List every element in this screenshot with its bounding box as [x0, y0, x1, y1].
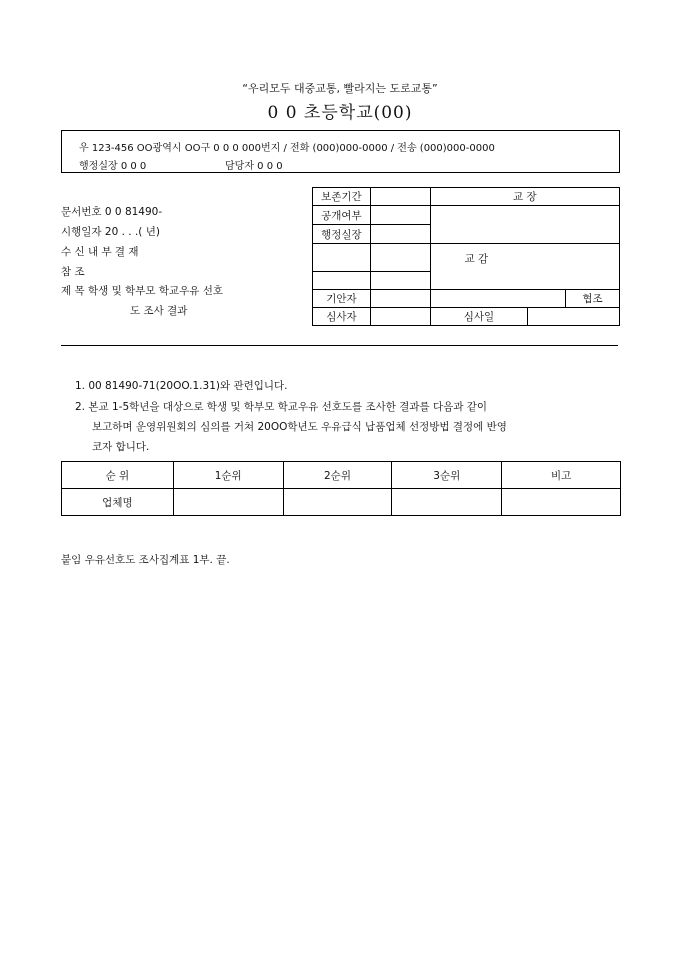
attachment-note: 붙임 우유선호도 조사집계표 1부. 끝. — [61, 554, 230, 566]
drafter-sign — [370, 290, 430, 308]
remarks-header: 비고 — [502, 462, 621, 489]
remarks-cell — [502, 489, 621, 516]
disclosure-value — [370, 206, 430, 225]
reference: 참 조 — [61, 266, 85, 278]
blank-label-1 — [313, 244, 371, 272]
review-date-value — [528, 308, 620, 326]
doc-number: 문서번호 0 0 81490- — [61, 206, 163, 218]
school-name: 0 0 초등학교(00) — [267, 103, 413, 123]
admin-manager: 행정실장 0 0 0 — [79, 161, 147, 172]
rank-2-cell — [283, 489, 392, 516]
disclosure-label: 공개여부 — [313, 206, 371, 225]
body-item-2-line-2: 보고하며 운영위원회의 심의를 거쳐 20OO학년도 우유급식 납품업체 선정방법 결정에 반영 — [92, 421, 507, 433]
rank-3-cell — [392, 489, 502, 516]
cooperation-label: 협조 — [566, 290, 620, 308]
rank-1-cell — [173, 489, 283, 516]
issue-date: 시행일자 20 . . .( 년) — [61, 226, 160, 238]
drafter-blank — [430, 290, 566, 308]
blank-sign-2 — [370, 272, 430, 290]
approval-table — [312, 187, 620, 326]
recipient: 수 신 내 부 결 재 — [61, 246, 139, 258]
blank-label-2 — [313, 272, 371, 290]
divider-line — [61, 345, 618, 346]
body-item-2-line-1: 2. 본교 1-5학년을 대상으로 학생 및 학부모 학교우유 선호도를 조사한 결과를 다음과 같이 — [75, 401, 488, 413]
rank-table — [61, 461, 621, 516]
principal-sign — [430, 206, 619, 244]
reviewer-label: 심사자 — [313, 308, 371, 326]
vice-principal-label: 교 감 — [430, 244, 619, 290]
principal-label: 교 장 — [430, 188, 619, 206]
drafter-label: 기안자 — [313, 290, 371, 308]
address-line: 우 123-456 OO광역시 OO구 0 0 0 000번지 / 전화 (000)000-0000 / 전송 (000)000-0000 — [79, 143, 495, 154]
subject-line-1: 제 목 학생 및 학부모 학교우유 선호 — [61, 285, 224, 297]
rank-2-header: 2순위 — [283, 462, 392, 489]
blank-sign-1 — [370, 244, 430, 272]
retention-value — [370, 188, 430, 206]
vendor-name-label: 업체명 — [62, 489, 174, 516]
rank-header: 순 위 — [62, 462, 174, 489]
reviewer-sign — [370, 308, 430, 326]
admin-chief-sign — [370, 225, 430, 244]
body-item-1: 1. 00 81490-71(20OO.1.31)와 관련입니다. — [75, 380, 288, 392]
person-in-charge: 담당자 0 0 0 — [225, 161, 283, 172]
rank-3-header: 3순위 — [392, 462, 502, 489]
retention-label: 보존기간 — [313, 188, 371, 206]
review-date-label: 심사일 — [430, 308, 528, 326]
slogan: “우리모두 대중교통, 빨라지는 도로교통” — [242, 82, 438, 95]
subject-line-2: 도 조사 결과 — [130, 305, 188, 317]
body-item-2-line-3: 코자 합니다. — [92, 441, 150, 453]
rank-1-header: 1순위 — [173, 462, 283, 489]
admin-chief-label: 행정실장 — [313, 225, 371, 244]
